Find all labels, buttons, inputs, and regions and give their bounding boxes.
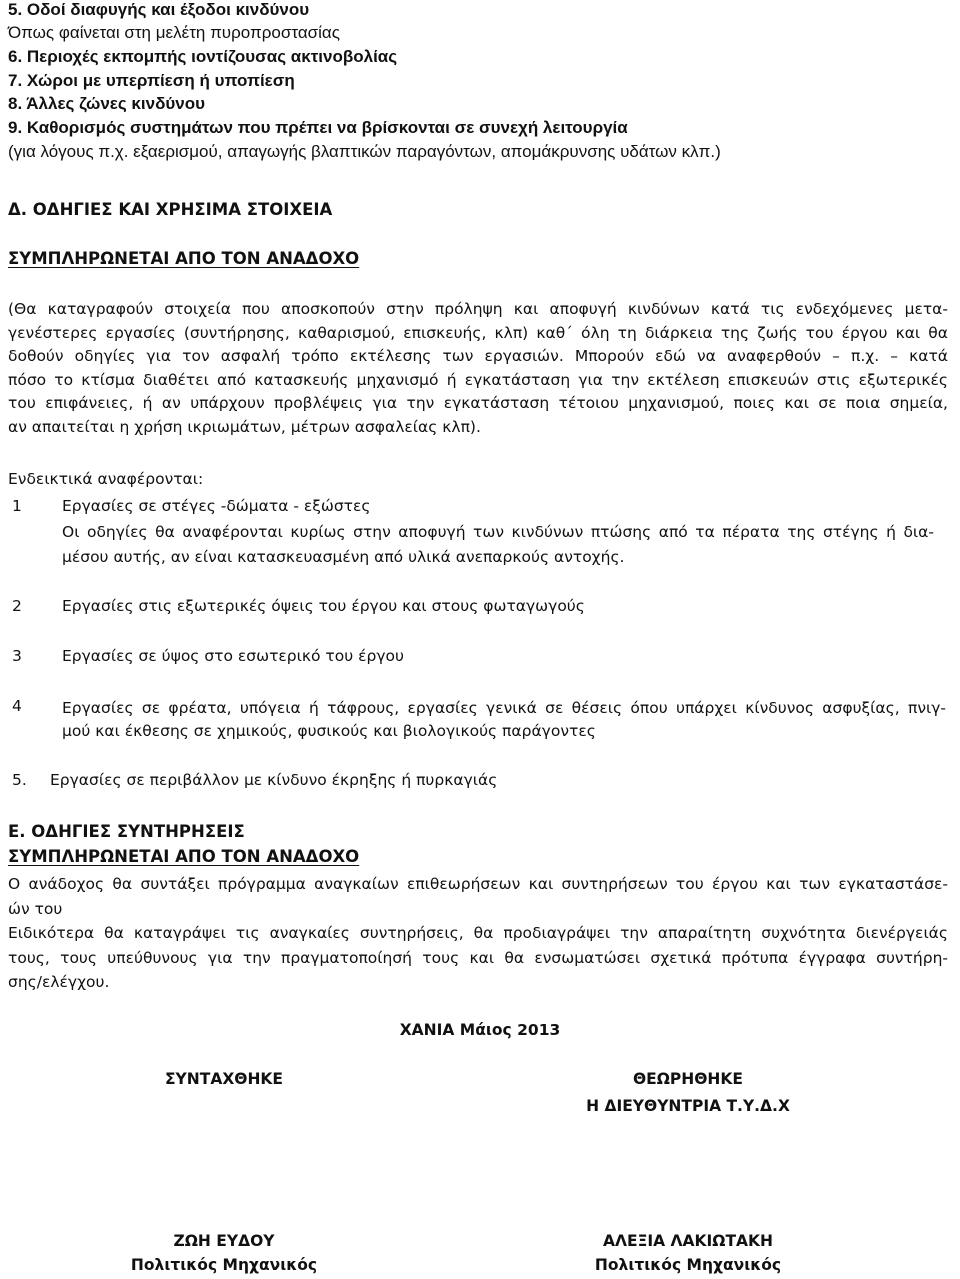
paragraph-line: τους, τους υπεύθυνους για την πραγματοποίησή τους και θα ενσωματώσει σχετικά πρότυπα έγγραφα συντήρη- — [8, 948, 948, 967]
item-text: Εργασίες στις εξωτερικές όψεις του έργου και στους φωταγωγούς — [62, 597, 585, 615]
item-number: 2 — [12, 597, 22, 615]
paragraph-line: σης/ελέγχου. — [8, 973, 110, 991]
list-item-9-note: (για λόγους π.χ. εξαερισμού, απαγωγής βλαπτικών παραγόντων, απομάκρυνσης υδάτων κλπ.) — [8, 142, 721, 161]
left-signatory-title: ΣΥΝΤΑΧΘΗΚΕ — [164, 1070, 284, 1088]
item-text-cont: μού και έκθεσης σε χημικούς, φυσικούς και βιολογικούς παράγοντες — [62, 722, 596, 740]
list-item-5-note: Όπως φαίνεται στη μελέτη πυροπροστασίας — [8, 23, 340, 42]
paragraph-line: δοθούν οδηγίες για τον ασφαλή τρόπο εκτέλεσης των εργασιών. Μπορούν εδώ να αναφερθούν – π.χ. – κατά — [8, 347, 948, 365]
item-number: 3 — [12, 647, 22, 665]
detail-line: Οι οδηγίες θα αναφέρονται κυρίως στην αποφυγή των κινδύνων πτώσης από τα πέρατα της στέγης ή δια- — [62, 523, 934, 541]
list-item-7: 7. Χώροι με υπερπίεση ή υποπίεση — [8, 71, 295, 90]
paragraph-line: αν απαιτείται η χρήση ικριωμάτων, μέτρων ασφαλείας κλπ). — [8, 417, 481, 436]
list-item-6: 6. Περιοχές εκπομπής ιοντίζουσας ακτινοβολίας — [8, 47, 398, 66]
item-4-text — [62, 697, 946, 743]
paragraph-line: (Θα καταγραφούν στοιχεία που αποσκοπούν στην πρόληψη και αποφυγή κινδύνων κατά τις ενδεχόμενες μετα- — [8, 300, 948, 318]
item-text: Εργασίες σε περιβάλλον με κίνδυνο έκρηξης ή πυρκαγιάς — [50, 771, 498, 789]
section-e-paragraph — [8, 872, 948, 995]
paragraph-line: πόσο το κτίσμα διαθέτει από κατασκευής μηχανισμό ή εγκατάσταση για την εκτέλεση επισκευών στις εξωτερικές — [8, 370, 948, 389]
item-number: 1 — [12, 497, 22, 515]
place-date: ΧΑΝΙΑ Μάιος 2013 — [399, 1021, 561, 1039]
left-signatory-name: ΖΩΗ ΕΥΔΟΥ — [173, 1232, 275, 1250]
right-signatory-office: Η ΔΙΕΥΘΥΝΤΡΙΑ Τ.Υ.Δ.Χ — [586, 1097, 790, 1115]
item-number: 4 — [12, 697, 22, 715]
item-1-detail — [62, 520, 934, 570]
list-item-8: 8. Άλλες ζώνες κινδύνου — [8, 94, 206, 113]
item-text: Εργασίες σε στέγες -δώματα - εξώστες — [62, 497, 371, 515]
paragraph-line: Ο ανάδοχος θα συντάξει πρόγραμμα αναγκαίων επιθεωρήσεων και συντηρήσεων του έργου και των εγκαταστάσε- — [8, 875, 948, 893]
item-text: Εργασίες σε ύψος στο εσωτερικό του έργου — [62, 647, 404, 665]
item-number: 5. — [12, 771, 27, 789]
section-e-heading: Ε. ΟΔΗΓΙΕΣ ΣΥΝΤΗΡΗΣΕΙΣ — [8, 822, 245, 841]
section-e-subheading: ΣΥΜΠΛΗΡΩΝΕΤΑΙ ΑΠΟ ΤΟΝ ΑΝΑΔΟΧΟ — [8, 847, 360, 866]
right-signatory-name: ΑΛΕΞΙΑ ΛΑΚΙΩΤΑΚΗ — [602, 1232, 774, 1250]
right-signatory-role: Πολιτικός Μηχανικός — [594, 1256, 782, 1274]
paragraph-line: Ειδικότερα θα καταγράψει τις αναγκαίες συντηρήσεις, θα προδιαγράψει την απαραίτητη συχνότητα διενέργειάς — [8, 924, 948, 942]
section-d-heading: Δ. ΟΔΗΓΙΕΣ ΚΑΙ ΧΡΗΣΙΜΑ ΣΤΟΙΧΕΙΑ — [8, 200, 333, 219]
item-text: Εργασίες σε φρέατα, υπόγεια ή τάφρους, εργασίες γενικά σε θέσεις όπου υπάρχει κίνδυνος ασφυξίας, πνιγ- — [62, 699, 946, 717]
paragraph-line: ών του — [8, 899, 63, 918]
detail-line: μέσου αυτής, αν είναι κατασκευασμένη από υλικά ανεπαρκούς αντοχής. — [62, 548, 625, 566]
paragraph-line: γενέστερες εργασίες (συντήρησης, καθαρισμού, επισκευής, κλπ) καθ΄ όλη τη διάρκεια της ζωής του έργου και θα — [8, 323, 948, 342]
left-signatory-role: Πολιτικός Μηχανικός — [130, 1256, 318, 1274]
section-d-subheading: ΣΥΜΠΛΗΡΩΝΕΤΑΙ ΑΠΟ ΤΟΝ ΑΝΑΔΟΧΟ — [8, 249, 360, 268]
indicative-label: Ενδεικτικά αναφέρονται: — [8, 470, 204, 488]
right-signatory-title: ΘΕΩΡΗΘΗΚΕ — [632, 1070, 744, 1088]
list-item-9: 9. Καθορισμός συστημάτων που πρέπει να βρίσκονται σε συνεχή λειτουργία — [8, 118, 628, 137]
paragraph-line: του επιφάνειες, ή αν υπάρχουν προβλέψεις για την εγκατάσταση τέτοιου μηχανισμού, ποιες και σε ποια σημεία, — [8, 394, 948, 412]
section-d-paragraph — [8, 298, 948, 439]
list-item-5: 5. Οδοί διαφυγής και έξοδοι κινδύνου — [8, 0, 310, 19]
